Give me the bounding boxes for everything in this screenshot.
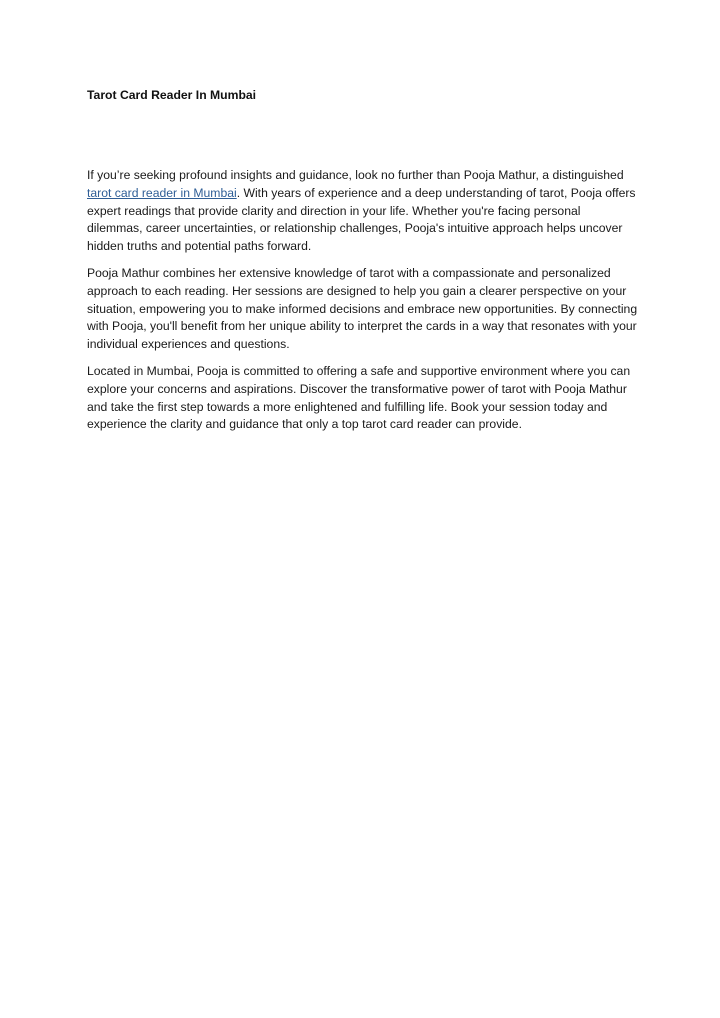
paragraph-approach: Pooja Mathur combines her extensive knowledge of tarot with a compassionate and personalized approach to each reading. Her sessions are designed to help you gain a clearer perspective on your situation, empowering you to make informed decisions and embrace new opportunities. By connecting with Pooja, you'll benefit from her unique ability to interpret the cards in a way that resonates with your individual experiences and questions. — [87, 265, 638, 352]
paragraph-intro-text-after-link: . With years of experience and a deep understanding of tarot, Pooja offers expert readings that provide clarity and direction in your life. Whether you're facing personal dilemmas, career uncertainties, or relationship challenges, Pooja's intuitive approach helps uncover hidden truths and potential paths forward. — [87, 185, 636, 254]
document-title: Tarot Card Reader In Mumbai — [87, 88, 257, 102]
paragraph-location: Located in Mumbai, Pooja is committed to offering a safe and supportive environment where you can explore your concerns and aspirations. Discover the transformative power of tarot with Pooja Mathur and take the first step towards a more enlightened and fulfilling life. Book your session today and experience the clarity and guidance that only a top tarot card reader can provide. — [87, 363, 631, 432]
document-body — [87, 167, 639, 443]
tarot-card-reader-link[interactable]: tarot card reader in Mumbai — [87, 185, 237, 200]
paragraph-intro — [87, 167, 639, 256]
paragraph-intro-text-before-link: If you’re seeking profound insights and guidance, look no further than Pooja Mathur, a distinguished — [87, 168, 624, 182]
